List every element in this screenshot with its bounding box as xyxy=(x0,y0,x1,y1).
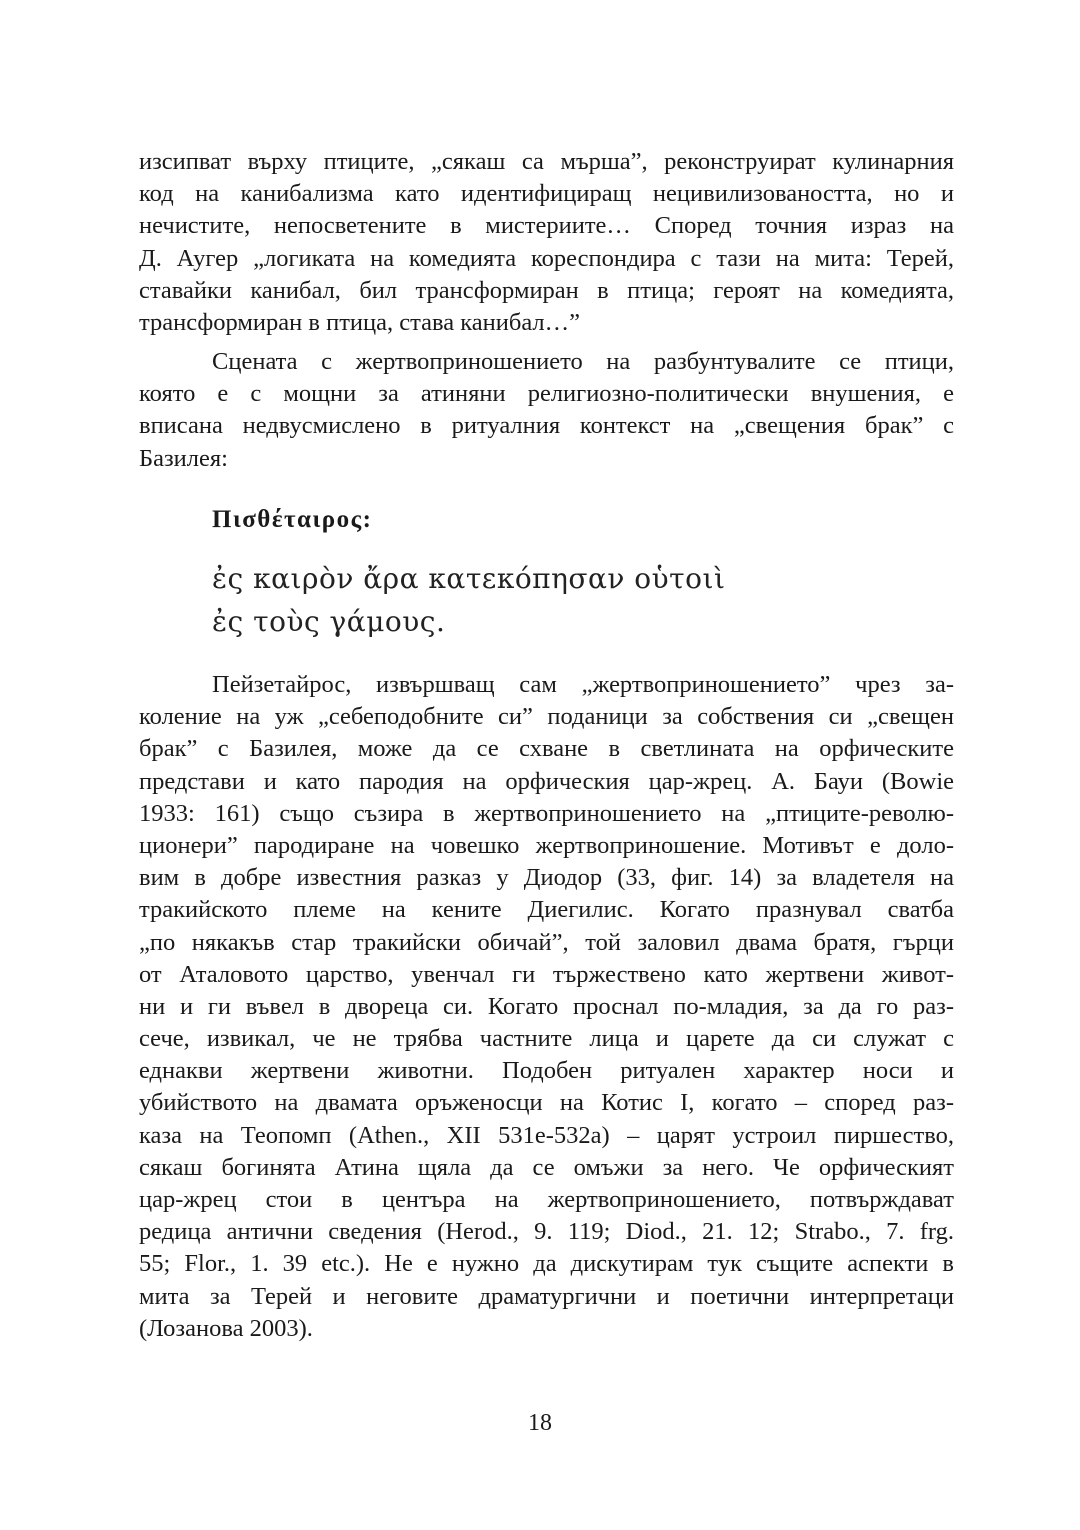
text-line: 1933: 161) също съзира в жертвоприношението на „птиците-револю- xyxy=(139,799,954,827)
text-line: сякаш богинята Атина щяла да се омъжи за него. Че орфическият xyxy=(139,1153,954,1181)
quote-speaker: Πισθέταιρος: xyxy=(212,506,373,533)
text-line: „по някакъв стар тракийски обичай”, той заловил двама братя, гърци xyxy=(139,928,954,956)
text-line: редица антични сведения (Herod., 9. 119; Diod., 21. 12; Strabo., 7. frg. xyxy=(139,1218,954,1246)
paragraph-1 xyxy=(139,146,954,339)
text-line: Пейзетайрос, извършващ сам „жертвоприношението” чрез за- xyxy=(212,671,954,698)
text-line: еднакви жертвени животни. Подобен ритуален характер носи и xyxy=(139,1057,954,1085)
text-line: каза на Теопомп (Athen., XII 531e-532a) – царят устроил пиршество, xyxy=(139,1121,954,1149)
text-line: трансформиран в птица, става канибал…” xyxy=(139,308,581,336)
text-line: представи и като пародия на орфическия цар-жрец. А. Бауи (Bowie xyxy=(139,767,954,795)
text-line: коление на уж „себеподобните си” поданици за собствения си „свещен xyxy=(139,703,954,731)
text-line: цар-жрец стои в центъра на жертвоприношението, потвърждават xyxy=(139,1186,954,1213)
quote-verse: ἐς τοὺς γάμους. xyxy=(212,605,446,638)
text-line: Базилея: xyxy=(139,444,228,472)
text-line: (Лозанова 2003). xyxy=(139,1314,313,1342)
text-line: от Аталовото царство, увенчал ги тържествено като жертвени живот- xyxy=(139,960,954,988)
paragraph-3 xyxy=(139,669,954,1345)
text-line: мита за Терей и неговите драматургични и поетични интерпретаци xyxy=(139,1282,954,1310)
text-line: 55; Flor., 1. 39 etc.). Не е нужно да дискутирам тук същите аспекти в xyxy=(139,1250,954,1278)
paragraph-2 xyxy=(139,346,954,475)
text-line: вим в добре известния разказ у Диодор (33, фиг. 14) за владетеля на xyxy=(139,864,954,892)
text-line: код на канибализма като идентифициращ нецивилизоваността, но и xyxy=(139,180,954,208)
text-line: която е с мощни за атиняни религиозно-политически внушения, е xyxy=(139,380,954,408)
text-line: ни и ги въвел в двореца си. Когато проснал по-младия, за да го раз- xyxy=(139,992,954,1020)
page-number: 18 xyxy=(528,1410,552,1436)
text-line: брак” с Базилея, може да се схване в светлината на орфическите xyxy=(139,735,954,763)
text-line: Д. Аугер „логиката на комедията кореспондира с тази на мита: Терей, xyxy=(139,244,954,272)
text-line: вписана недвусмислено в ритуалния контекст на „свещения брак” с xyxy=(139,412,954,440)
text-line: Сцената с жертвоприношението на разбунтувалите се птици, xyxy=(212,348,954,375)
text-line: ставайки канибал, бил трансформиран в птица; героят на комедията, xyxy=(139,276,954,304)
quote-verse: ἐς καιρὸν ἄρα κατεκόπησαν οὑτοιὶ xyxy=(212,562,726,595)
text-line: сече, извикал, че не трябва частните лица и царете да си служат с xyxy=(139,1025,954,1053)
text-line: убийството на двамата оръженосци на Котис I, когато – според раз- xyxy=(139,1089,954,1117)
text-line: нечистите, непосветените в мистериите… Според точния израз на xyxy=(139,212,954,240)
text-line: тракийското племе на кените Диегилис. Когато празнувал сватба xyxy=(139,896,954,924)
text-line: изсипват върху птиците, „сякаш са мърша”, реконструират кулинарния xyxy=(139,148,954,175)
text-line: ционери” пародиране на човешко жертвоприношение. Мотивът е доло- xyxy=(139,831,954,859)
